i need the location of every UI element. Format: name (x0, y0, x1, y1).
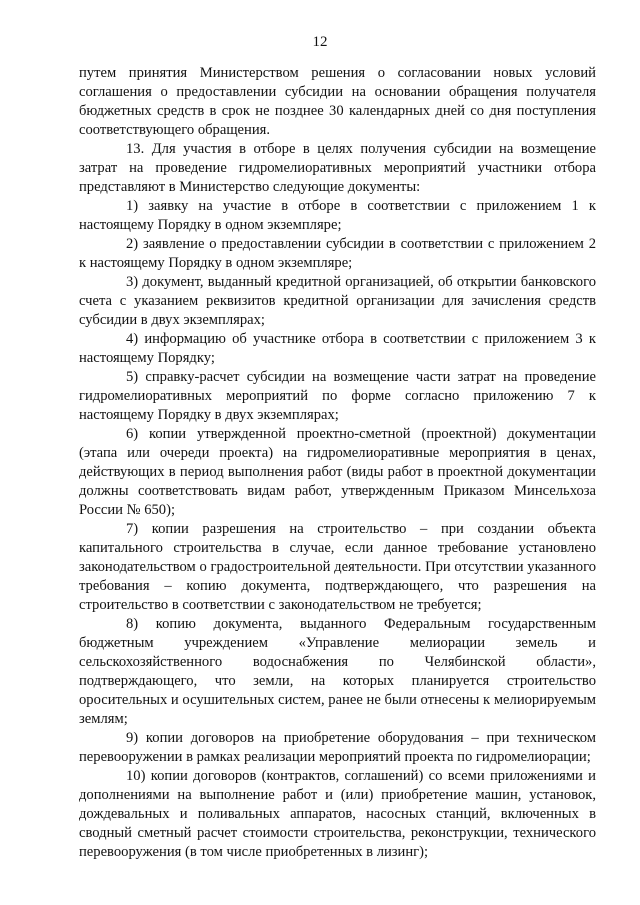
list-item-4: 4) информацию об участнике отбора в соответствии с приложением 3 к настоящему Порядку; (79, 331, 596, 366)
document-body (79, 64, 596, 862)
list-item-5: 5) справку-расчет субсидии на возмещение части затрат на проведение гидромелиоративных мероприятий по форме согласно приложению 7 к настоящему Порядку в двух экземплярах; (79, 369, 596, 423)
paragraph-continuation: путем принятия Министерством решения о согласовании новых условий соглашения о предоставлении субсидии на основании обращения получателя бюджетных средств в срок не позднее 30 календарных дней со дня поступления соответствующего обращения. (79, 65, 596, 138)
list-item-10: 10) копии договоров (контрактов, соглашений) со всеми приложениями и дополнениями на выполнение работ и (или) приобретение машин, установок, дождевальных и поливальных аппаратов, насосных станций, включенных в сводный сметный расчет стоимости строительства, реконструкции, технического перевооружения (в том числе приобретенных в лизинг); (79, 768, 596, 860)
list-item-2: 2) заявление о предоставлении субсидии в соответствии с приложением 2 к настоящему Порядку в одном экземпляре; (79, 236, 596, 271)
list-item-1: 1) заявку на участие в отборе в соответствии с приложением 1 к настоящему Порядку в одном экземпляре; (79, 198, 596, 233)
list-item-6: 6) копии утвержденной проектно-сметной (проектной) документации (этапа или очереди проекта) на гидромелиоративные мероприятия в ценах, действующих в период выполнения работ (виды работ в проектной документации должны соответствовать видам работ, утвержденным Приказом Минсельхоза России № 650); (79, 426, 596, 518)
paragraph-item-13: 13. Для участия в отборе в целях получения субсидии на возмещение затрат на проведение гидромелиоративных мероприятий участники отбора представляют в Министерство следующие документы: (79, 141, 596, 195)
list-item-3: 3) документ, выданный кредитной организацией, об открытии банковского счета с указанием реквизитов кредитной организации для зачисления средств субсидии в двух экземплярах; (79, 274, 596, 328)
list-item-7: 7) копии разрешения на строительство – при создании объекта капитального строительства в случае, если данное требование установлено законодательством о градостроительной деятельности. При отсутствии указанного требования – копию документа, подтверждающего, что разрешения на строительство в соответствии с законодательством не требуется; (79, 521, 596, 613)
list-item-8: 8) копию документа, выданного Федеральным государственным бюджетным учреждением «Управление мелиорации земель и сельскохозяйственного водоснабжения по Челябинской области», подтверждающего, что земли, на которых планируется строительство оросительных и осушительных систем, ранее не были отнесены к мелиорируемым землям; (79, 616, 596, 727)
list-item-9: 9) копии договоров на приобретение оборудования – при техническом перевооружении в рамках реализации мероприятий проекта по гидромелиорации; (79, 730, 596, 765)
page-number: 12 (312, 34, 328, 50)
